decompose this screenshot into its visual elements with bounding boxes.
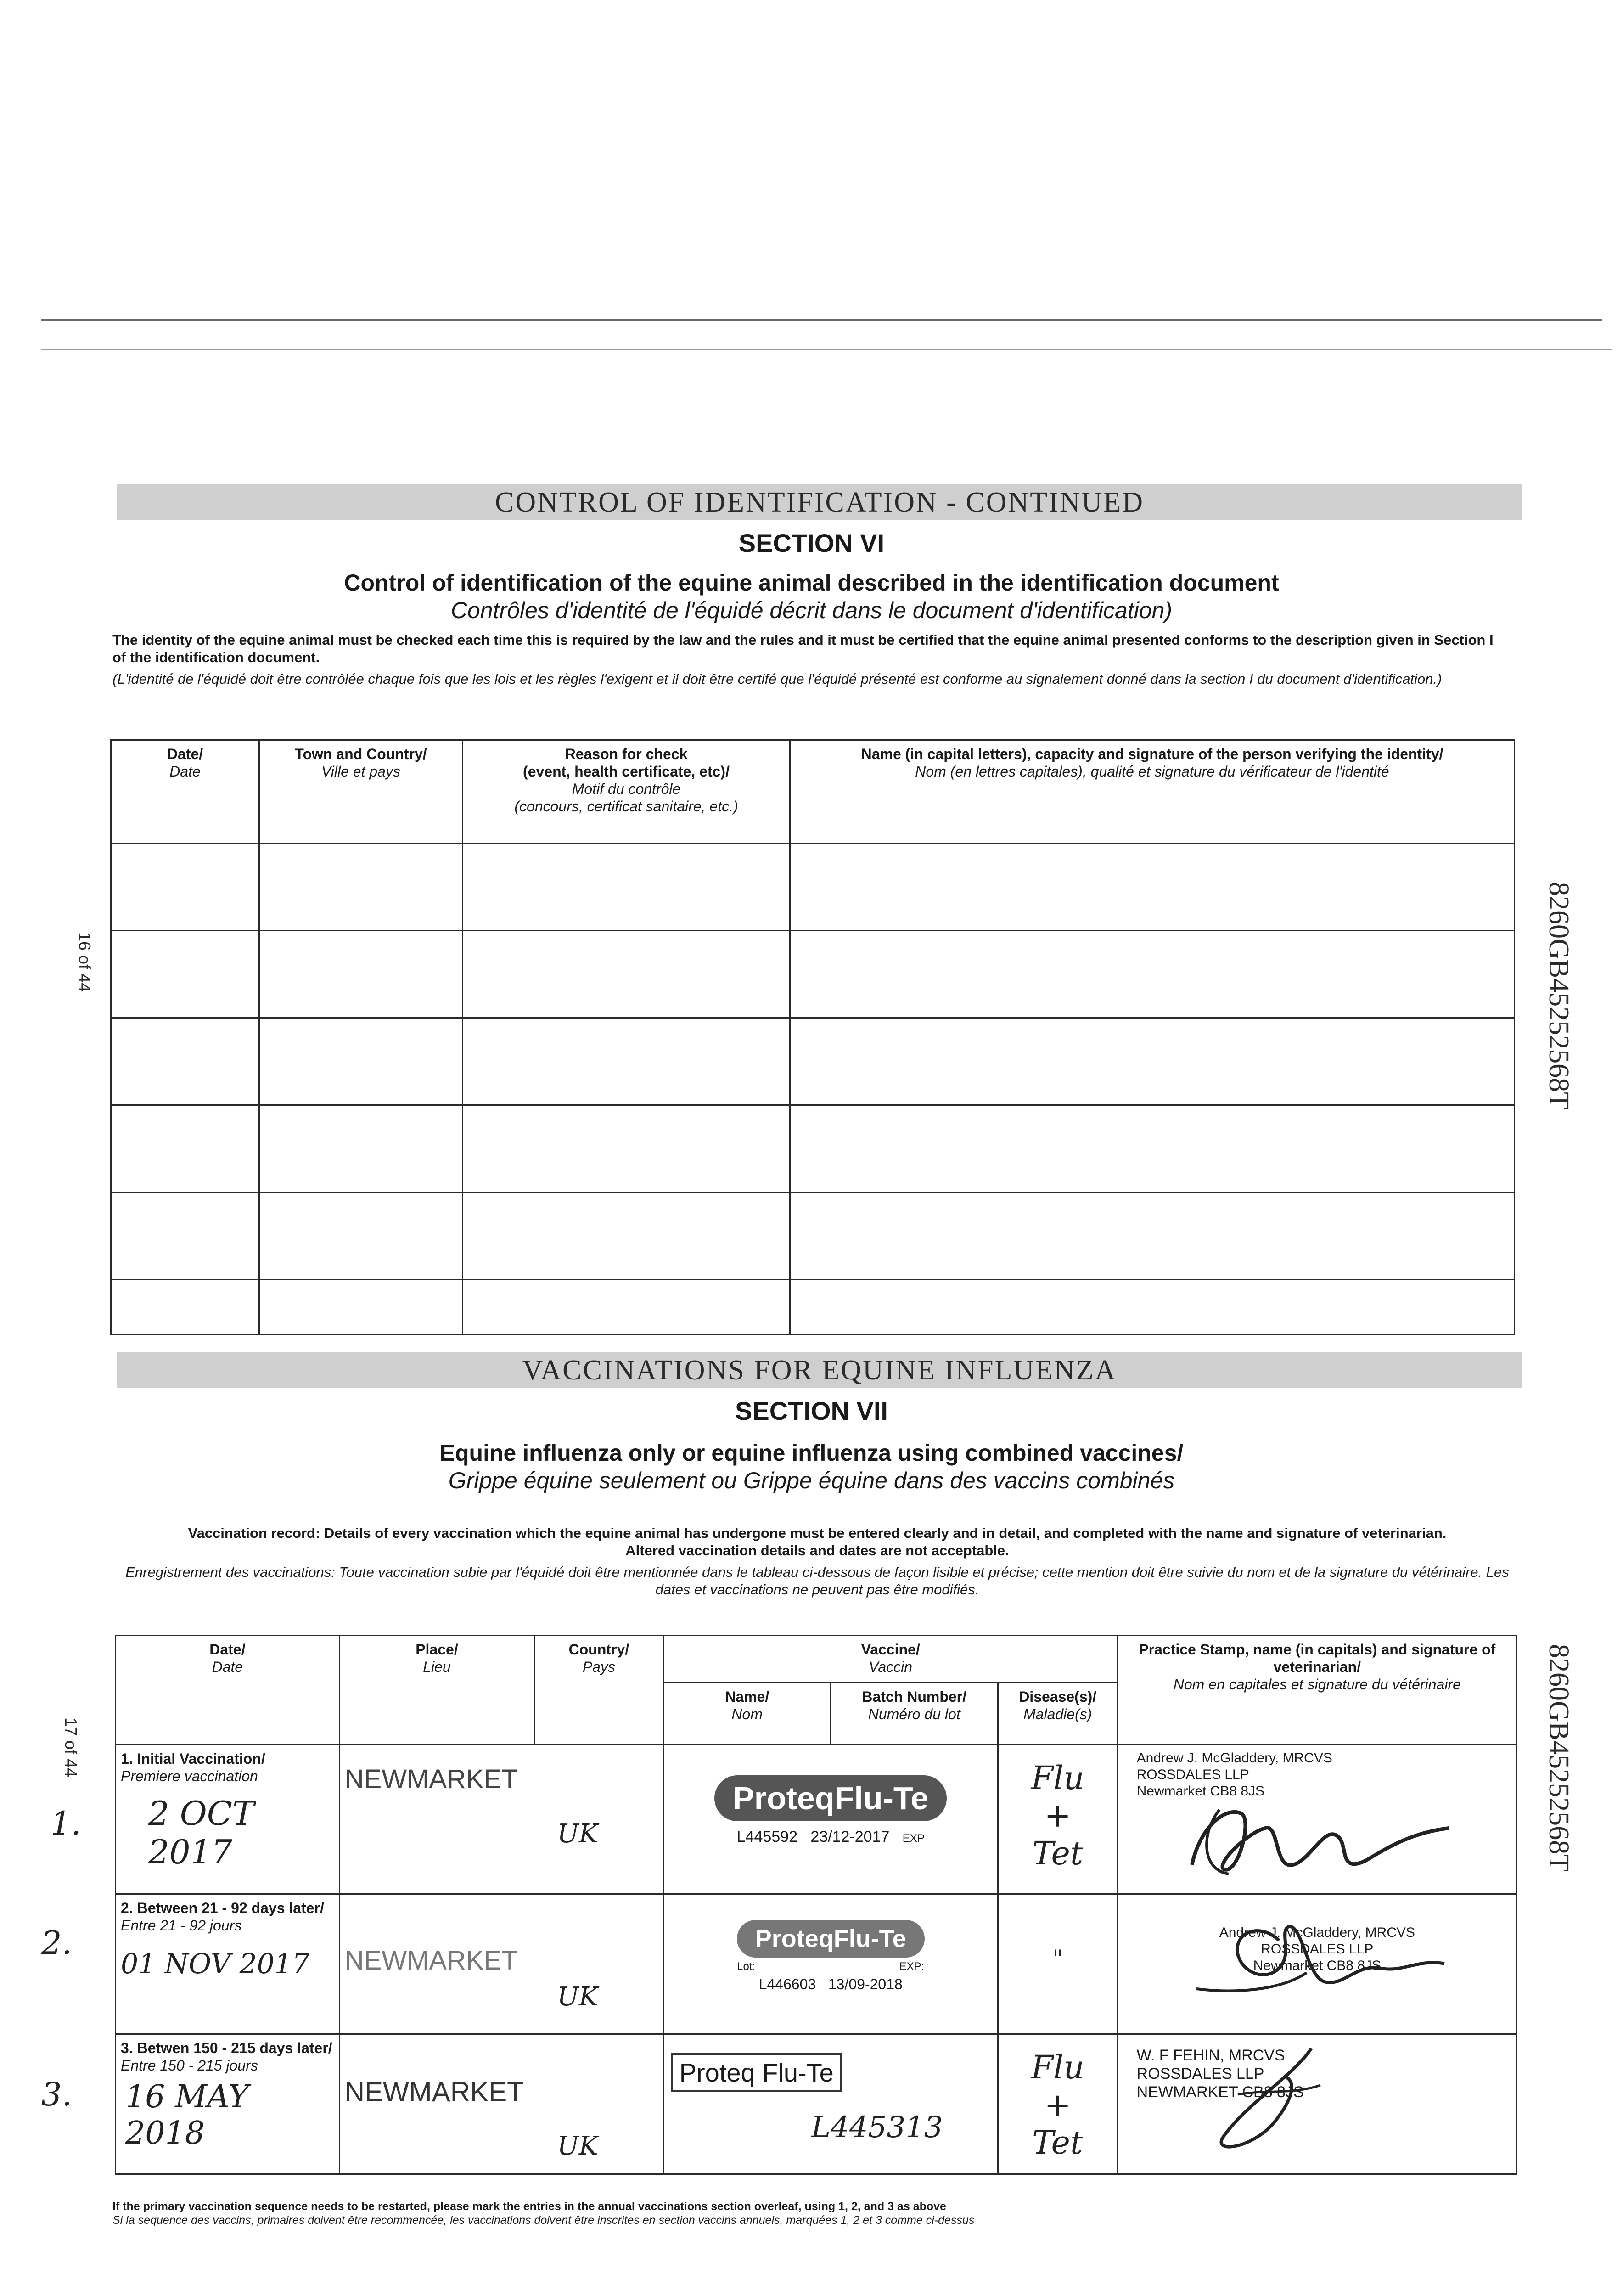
- date-cell[interactable]: 1. Initial Vaccination/ Premiere vaccination 2 OCT 2017: [116, 1745, 340, 1894]
- country-value: UK: [557, 1982, 598, 2012]
- batch-lot-label: Lot:: [737, 1960, 756, 1973]
- disease-cell[interactable]: [998, 1745, 1118, 1894]
- cell[interactable]: [463, 1018, 790, 1105]
- cell[interactable]: [790, 1193, 1515, 1280]
- cell[interactable]: [790, 1105, 1515, 1193]
- section7-title: SECTION VII: [735, 1396, 888, 1425]
- section7-note-fr: Enregistrement des vaccinations: Toute vaccination subie par l'équidé doit être mentionnée dans le tableau ci-dessous de façon lisible et précise; cette mention doit être suivie du nom et de la signature du vétérinaire. Les dates et vaccinations ne peuvent pas être modifiés.: [125, 1564, 1509, 1598]
- table-row: [116, 1894, 1517, 2034]
- table-row: [111, 1193, 1515, 1280]
- disease-value: Flu + Tet: [1031, 1759, 1084, 1872]
- disease-cell[interactable]: [998, 1894, 1118, 2034]
- vet-signature: [1183, 2039, 1366, 2159]
- col-vaccine-name: Name/ Nom: [663, 1683, 831, 1745]
- vet-stamp: Andrew J. McGladdery, MRCVS ROSSDALES LLP Newmarket CB8 8JS: [1219, 1925, 1415, 1973]
- batch-number: L445592: [736, 1828, 797, 1846]
- footer-fr: Si la sequence des vaccins, primaires doivent être recommencée, les vaccinations doivent être inscrites en section vaccins annuels, marquées 1, 2 et 3 comme ci-dessus: [112, 2214, 975, 2227]
- section7-banner: VACCINATIONS FOR EQUINE INFLUENZA: [117, 1352, 1522, 1388]
- cell[interactable]: [463, 931, 790, 1018]
- cell[interactable]: [259, 1193, 463, 1280]
- batch-number: L445313: [811, 2110, 943, 2144]
- table-row: [111, 844, 1515, 931]
- table-row: [111, 1280, 1515, 1335]
- cell[interactable]: [463, 1105, 790, 1193]
- place-stamp: NEWMARKET: [344, 1946, 518, 1975]
- col-stamp: Practice Stamp, name (in capitals) and signature of veterinarian/ Nom en capitales et signature du vétérinaire: [1118, 1636, 1516, 1745]
- col-place: Place/ Lieu: [339, 1636, 534, 1745]
- table-row: [111, 1105, 1515, 1193]
- cell[interactable]: [259, 1018, 463, 1105]
- section7-subtitle-fr: Grippe équine seulement ou Grippe équine dans des vaccins combinés: [448, 1468, 1175, 1493]
- vaccine-sticker-cell[interactable]: [663, 2034, 998, 2174]
- cell[interactable]: [111, 1193, 259, 1280]
- place-cell[interactable]: [339, 2034, 534, 2174]
- cell[interactable]: [111, 1280, 259, 1335]
- vet-signature: [1174, 1796, 1467, 1883]
- table-row: [116, 2034, 1517, 2174]
- vet-stamp: Andrew J. McGladdery, MRCVS ROSSDALES LLP Newmarket CB8 8JS: [1136, 1750, 1332, 1799]
- cell[interactable]: [259, 844, 463, 931]
- cell[interactable]: [111, 1105, 259, 1193]
- country-cell[interactable]: [534, 2034, 664, 2174]
- section7-note-en: Vaccination record: Details of every vaccination which the equine animal has undergone must be entered clearly and in detail, and completed with the name and signature of veterinarian. Altered vaccination details and dates are not acceptable.: [188, 1525, 1447, 1559]
- vaccine-stamp: Proteq Flu-Te: [671, 2053, 842, 2092]
- cell[interactable]: [111, 931, 259, 1018]
- col-vaccine: Vaccine/ Vaccin: [663, 1636, 1118, 1683]
- vet-signature: [1141, 1913, 1463, 2005]
- section6-subtitle-fr: Contrôles d'identité de l'équidé décrit dans le document d'identification): [450, 597, 1173, 623]
- section7-subtitle-en: Equine influenza only or equine influenza using combined vaccines/: [439, 1440, 1184, 1466]
- col-date: Date/ Date: [116, 1636, 340, 1745]
- page-number-17: 17 of 44: [62, 1717, 80, 1778]
- batch-date: 23/12-2017: [810, 1828, 890, 1846]
- cell[interactable]: [790, 1280, 1515, 1335]
- section6-title: SECTION VI: [738, 529, 885, 557]
- footer-en: If the primary vaccination sequence needs to be restarted, please mark the entries in the annual vaccinations section overleaf, using 1, 2, and 3 as above: [112, 2200, 946, 2213]
- margin-number: 2.: [41, 1924, 72, 1962]
- place-cell[interactable]: [339, 1894, 534, 2034]
- table-row: [116, 1745, 1517, 1894]
- date-cell[interactable]: 2. Between 21 - 92 days later/ Entre 21 - 92 jours 01 NOV 2017: [116, 1894, 340, 2034]
- cell[interactable]: [111, 1018, 259, 1105]
- cell[interactable]: [790, 931, 1515, 1018]
- col-verifier: Name (in capital letters), capacity and signature of the person verifying the identity/ Nom (en lettres capitales), qualité et signature du vérificateur de l'identité: [790, 740, 1515, 844]
- cell[interactable]: [790, 844, 1515, 931]
- cell[interactable]: [259, 1280, 463, 1335]
- cell[interactable]: [111, 844, 259, 931]
- section6-note-fr: (L'identité de l'équidé doit être contrôlée chaque fois que les lois et les règles l'exigent et il doit être certifé que l'équidé présenté est conforme au signalement donné dans la section I du document d'identification.): [112, 671, 1442, 687]
- vaccination-date: 2 OCT 2017: [148, 1794, 254, 1871]
- table-row: [111, 931, 1515, 1018]
- country-cell[interactable]: [534, 1745, 664, 1894]
- section6-banner: CONTROL OF IDENTIFICATION - CONTINUED: [117, 484, 1522, 520]
- vaccine-sticker-cell[interactable]: [663, 1894, 998, 2034]
- vaccine-sticker: ProteqFlu-Te: [714, 1775, 947, 1821]
- cell[interactable]: [790, 1018, 1515, 1105]
- vaccination-table: [115, 1635, 1517, 2175]
- identification-check-table: [110, 739, 1515, 1335]
- vet-stamp: W. F FEHIN, MRCVS ROSSDALES LLP NEWMARKET CB8 8JS: [1136, 2047, 1304, 2101]
- country-value: UK: [557, 1819, 598, 1849]
- section6-note-en: The identity of the equine animal must be checked each time this is required by the law and the rules and it must be certified that the equine animal presented conforms to the description given in Section I of the identification document.: [112, 632, 1494, 665]
- vaccination-date: 16 MAY 2018: [125, 2079, 249, 2151]
- margin-number: 3.: [41, 2076, 72, 2113]
- country-value: UK: [557, 2131, 598, 2161]
- page-edge-line: [41, 319, 1602, 321]
- col-disease: Disease(s)/ Maladie(s): [998, 1683, 1118, 1745]
- col-town: Town and Country/ Ville et pays: [259, 740, 463, 844]
- col-reason: Reason for check (event, health certificate, etc)/ Motif du contrôle (concours, certificat sanitaire, etc.): [463, 740, 790, 844]
- cell[interactable]: [463, 1193, 790, 1280]
- table-row: [111, 1018, 1515, 1105]
- side-id-section6: 8260GB45252568T: [1543, 882, 1574, 1109]
- batch-date: 13/09-2018: [828, 1976, 903, 1992]
- margin-number: 1.: [51, 1805, 81, 1842]
- batch-number: L446603: [758, 1976, 816, 1992]
- place-stamp: NEWMARKET: [344, 2077, 524, 2107]
- side-id-section7: 8260GB45252568T: [1543, 1644, 1574, 1872]
- batch-exp: EXP: [902, 1832, 925, 1845]
- cell[interactable]: [259, 931, 463, 1018]
- batch-exp-label: EXP:: [899, 1960, 925, 1973]
- col-country: Country/ Pays: [534, 1636, 664, 1745]
- vaccination-date: 01 NOV 2017: [121, 1948, 310, 1980]
- place-cell[interactable]: [339, 1745, 534, 1894]
- stamp-cell[interactable]: [1118, 2034, 1516, 2174]
- stamp-cell[interactable]: [1118, 1745, 1516, 1894]
- disease-value: Flu + Tet: [1031, 2048, 1084, 2161]
- col-date: Date/ Date: [111, 740, 259, 844]
- country-cell[interactable]: [534, 1894, 664, 2034]
- vaccine-sticker-cell[interactable]: [663, 1745, 998, 1894]
- section6-subtitle-en: Control of identification of the equine animal described in the identification document: [344, 570, 1279, 596]
- cell[interactable]: [463, 844, 790, 931]
- place-stamp: NEWMARKET: [344, 1764, 518, 1794]
- cell[interactable]: [259, 1105, 463, 1193]
- page-edge-line: [41, 349, 1612, 350]
- date-cell[interactable]: 3. Betwen 150 - 215 days later/ Entre 150 - 215 jours 16 MAY 2018: [116, 2034, 340, 2174]
- stamp-cell[interactable]: [1118, 1894, 1516, 2034]
- vaccine-sticker: ProteqFlu-Te: [737, 1920, 925, 1958]
- col-batch: Batch Number/ Numéro du lot: [831, 1683, 998, 1745]
- cell[interactable]: [463, 1280, 790, 1335]
- page-number-16: 16 of 44: [75, 932, 94, 992]
- disease-value: ": [1052, 1945, 1063, 1972]
- disease-cell[interactable]: [998, 2034, 1118, 2174]
